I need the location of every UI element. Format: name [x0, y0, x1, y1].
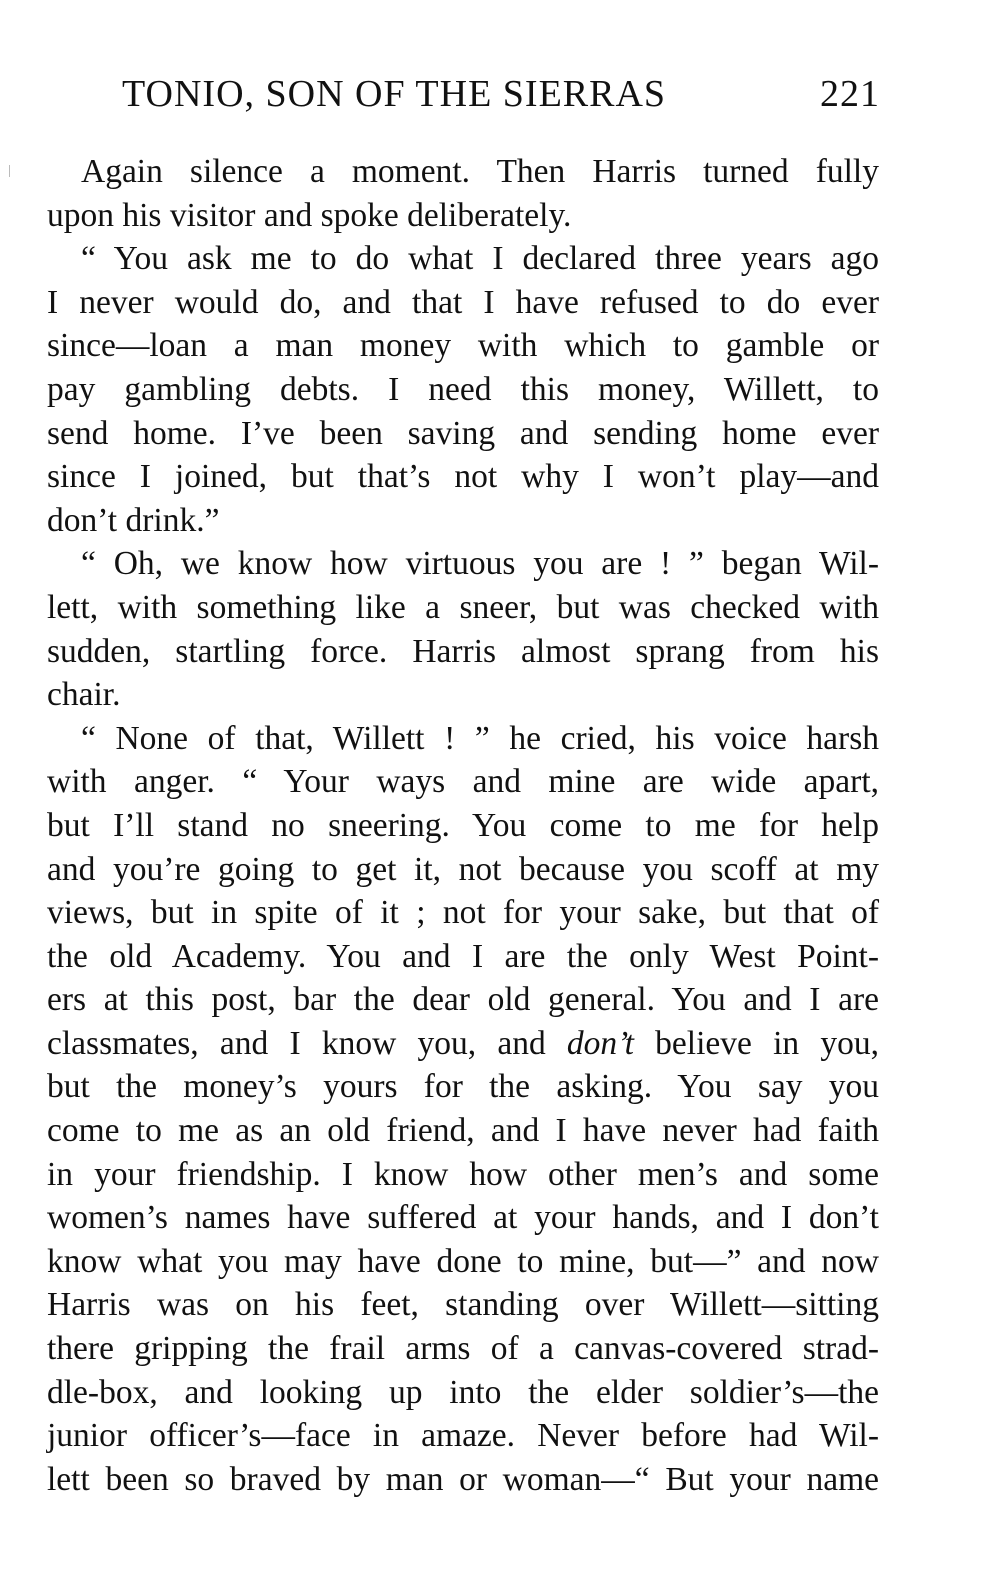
text-line: chair. [47, 676, 121, 714]
emphasis-word: don’t [566, 1024, 634, 1062]
text-line: views, but in spite of it ; not for your sake, but that of [47, 894, 879, 932]
text-line: send home. I’ve been saving and sending home ever [47, 414, 879, 452]
text-line: there gripping the frail arms of a canvas-covered strad- [47, 1330, 879, 1368]
text-line: with anger. “ Your ways and mine are wide apart, [47, 763, 879, 801]
text-line: know what you may have done to mine, but—” and now [47, 1242, 879, 1280]
text-line: lett been so braved by man or woman—“ But your name [47, 1460, 879, 1498]
text-line: lett, with something like a sneer, but was checked with [47, 588, 879, 626]
text-line: pay gambling debts. I need this money, Willett, to [47, 370, 879, 408]
text-line: “ None of that, Willett ! ” he cried, his voice harsh [81, 719, 879, 757]
scan-margin-mark [9, 165, 10, 177]
text-line: Again silence a moment. Then Harris turned fully [81, 153, 879, 190]
text-line: but I’ll stand no sneering. You come to me for help [47, 806, 879, 844]
text-line: sudden, startling force. Harris almost sprang from his [47, 632, 879, 670]
text-line: “ Oh, we know how virtuous you are ! ” began Wil- [81, 545, 879, 583]
text-line: ers at this post, bar the dear old general. You and I are [47, 981, 879, 1019]
running-head [122, 72, 880, 122]
text-line: the old Academy. You and I are the only West Point- [47, 937, 879, 975]
body-text [47, 150, 879, 1501]
page-number: 221 [820, 73, 880, 115]
text-line: come to me as an old friend, and I have never had faith [47, 1112, 879, 1150]
text-line: I never would do, and that I have refused to do ever [47, 283, 879, 321]
text-line: women’s names have suffered at your hands, and I don’t [47, 1199, 879, 1237]
text-line: and you’re going to get it, not because you scoff at my [47, 850, 879, 888]
text-line: in your friendship. I know how other men’s and some [47, 1155, 879, 1193]
text-line: Harris was on his feet, standing over Willett—sitting [47, 1286, 879, 1324]
running-title: TONIO, SON OF THE SIERRAS [122, 73, 667, 115]
text-line: “ You ask me to do what I declared three years ago [81, 240, 879, 278]
text-line: don’t drink.” [47, 501, 220, 539]
text-line: dle-box, and looking up into the elder soldier’s—the [47, 1373, 879, 1411]
text-line: upon his visitor and spoke deliberately. [47, 196, 572, 234]
text-line: but the money’s yours for the asking. You say you [47, 1068, 879, 1106]
text-line: classmates, and I know you, and don’t believe in you, [47, 1024, 879, 1062]
text-line: junior officer’s—face in amaze. Never before had Wil- [47, 1417, 879, 1455]
text-line: since—loan a man money with which to gamble or [47, 327, 879, 365]
text-line: since I joined, but that’s not why I won’t play—and [47, 458, 879, 496]
